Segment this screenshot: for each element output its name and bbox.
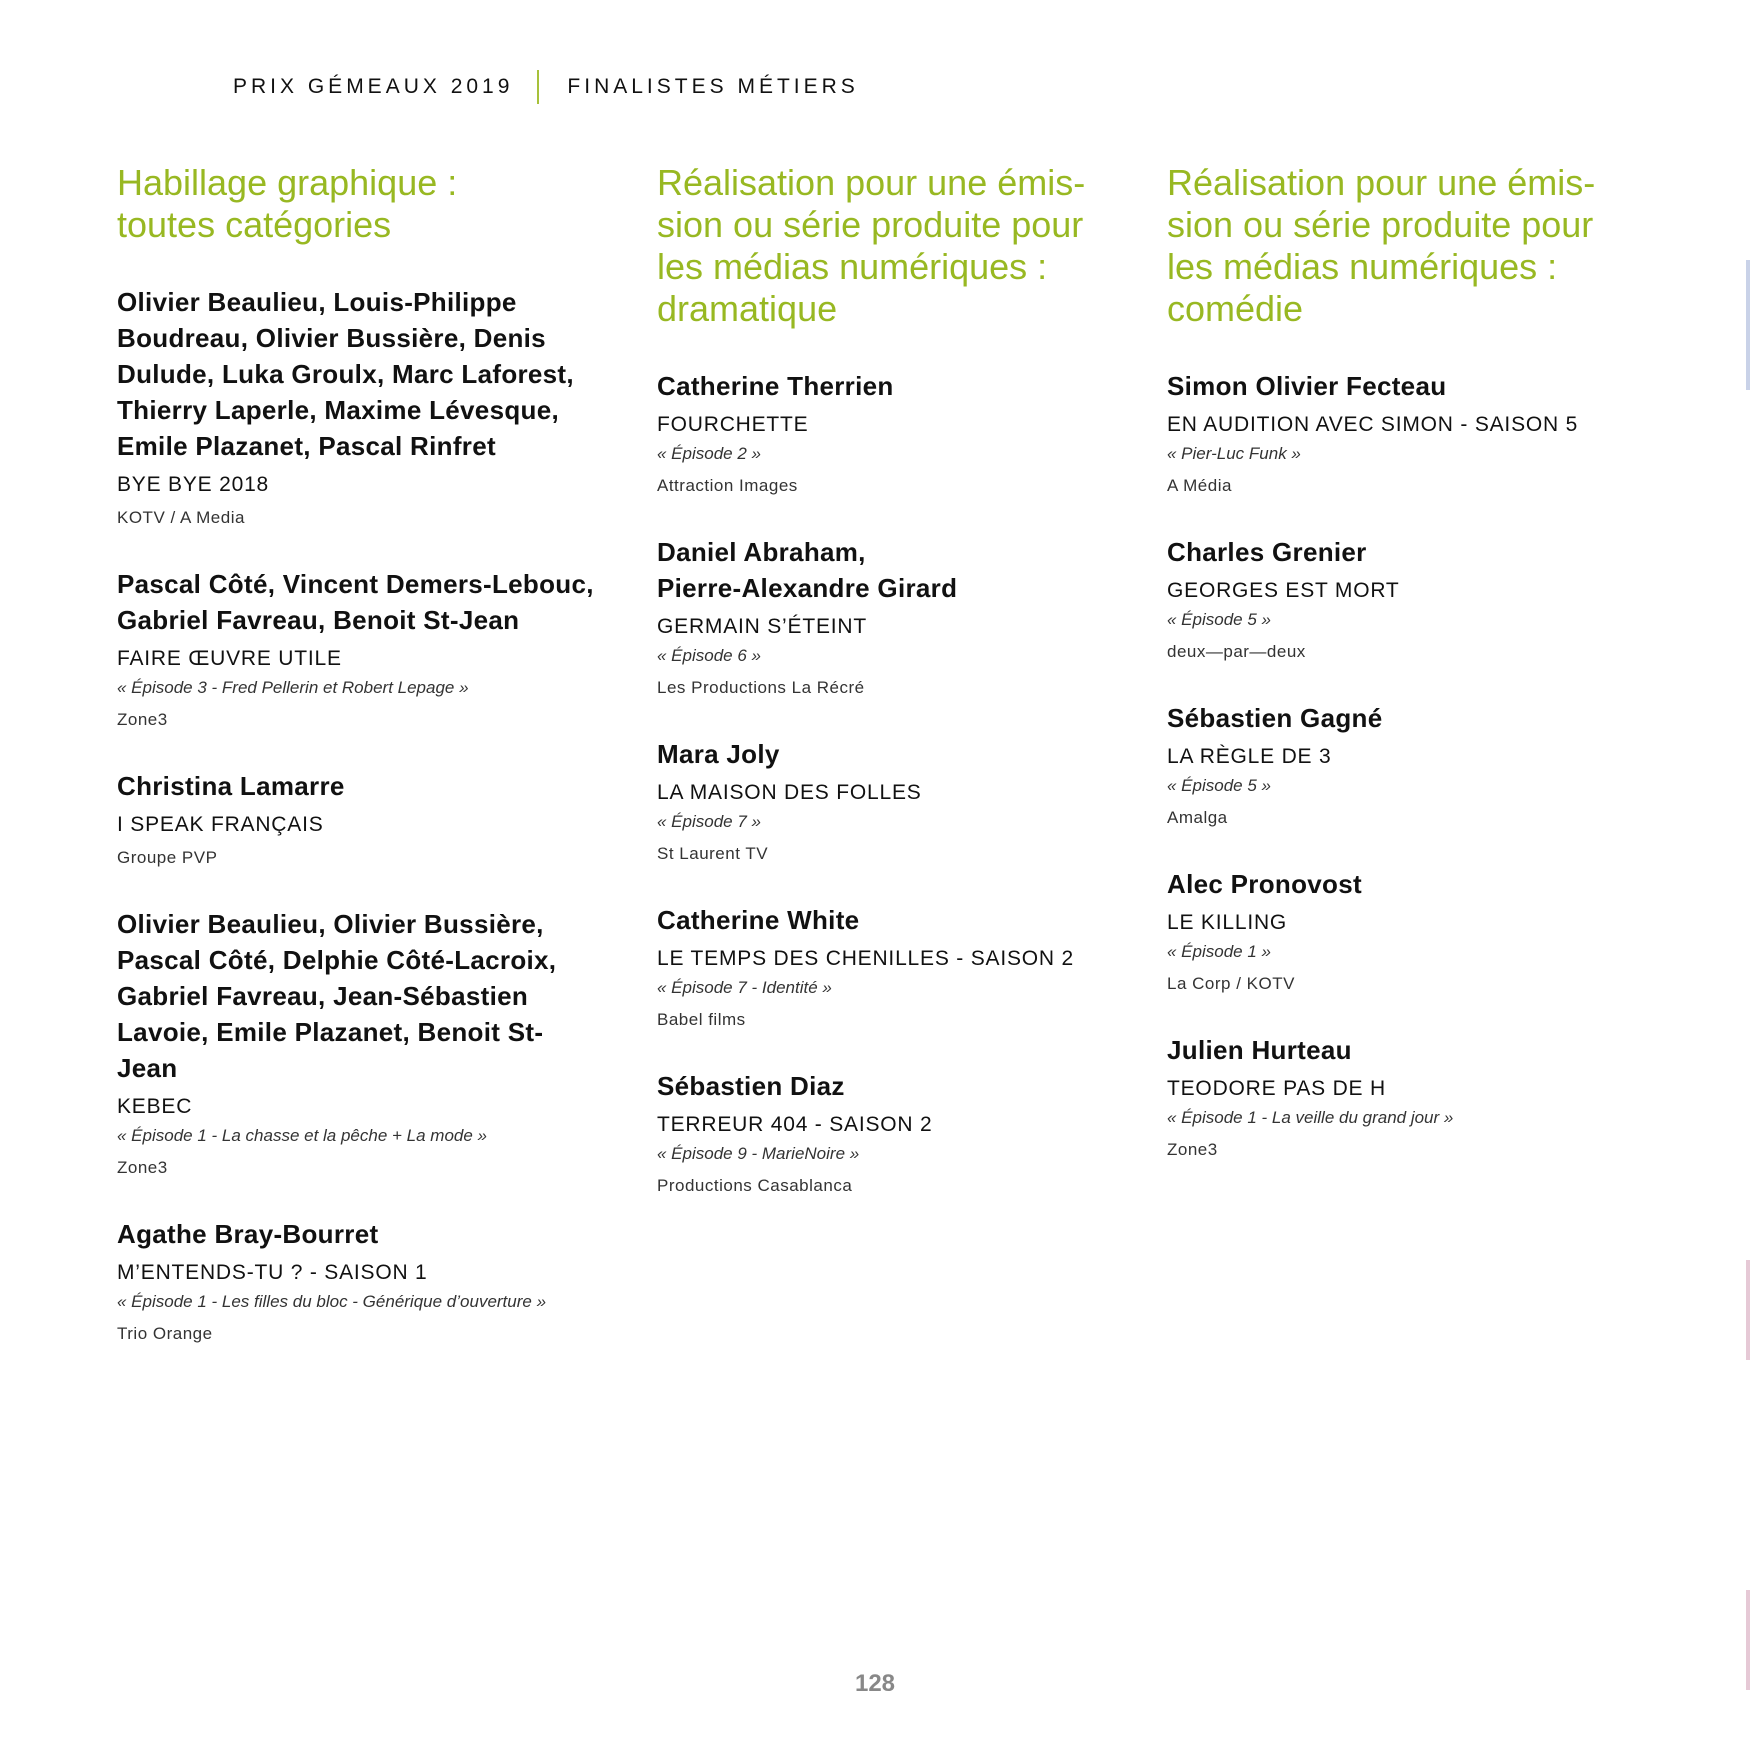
finalist-names: Olivier Beaulieu, Louis-Philippe Boudreau, Olivier Bussière, Denis Dulude, Luka Groulx, Marc Laforest, Thierry Laperle, Maxime Lévesque, Emile Plazanet, Pascal Rinfret xyxy=(117,287,574,461)
production-company: Zone3 xyxy=(1167,1140,1218,1159)
finalist-names: Pascal Côté, Vincent Demers-Lebouc, Gabriel Favreau, Benoit St-Jean xyxy=(117,569,594,635)
production-company: Attraction Images xyxy=(657,476,798,495)
show-title: FOURCHETTE xyxy=(657,413,809,436)
production-company: Zone3 xyxy=(117,1158,168,1177)
page-number: 128 xyxy=(854,1670,896,1697)
episode-title: « Pier-Luc Funk » xyxy=(1167,444,1301,463)
show-title: KEBEC xyxy=(117,1095,193,1118)
production-company: Groupe PVP xyxy=(117,848,218,867)
episode-title: « Épisode 1 - La veille du grand jour » xyxy=(1167,1108,1454,1127)
show-title: I SPEAK FRANÇAIS xyxy=(117,813,324,836)
production-company: Les Productions La Récré xyxy=(657,678,865,697)
episode-title: « Épisode 1 » xyxy=(1167,942,1271,961)
edge-color-mark xyxy=(1746,1260,1750,1360)
finalist-entry xyxy=(1167,866,1647,996)
show-title: M’ENTENDS-TU ? - SAISON 1 xyxy=(117,1261,428,1284)
production-company: Productions Casablanca xyxy=(657,1176,853,1195)
finalist-entry xyxy=(117,566,597,732)
production-company: La Corp / KOTV xyxy=(1167,974,1295,993)
finalist-entry xyxy=(117,1216,597,1346)
finalist-names: Sébastien Diaz xyxy=(657,1071,845,1101)
finalist-entry xyxy=(657,534,1137,700)
production-company: Zone3 xyxy=(117,710,168,729)
header-section: FINALISTES MÉTIERS xyxy=(567,75,859,98)
show-title: LE TEMPS DES CHENILLES - SAISON 2 xyxy=(657,947,1074,970)
production-company: Amalga xyxy=(1167,808,1228,827)
episode-title: « Épisode 9 - MarieNoire » xyxy=(657,1144,860,1163)
production-company: St Laurent TV xyxy=(657,844,769,863)
finalist-names: Julien Hurteau xyxy=(1167,1035,1352,1065)
show-title: GEORGES EST MORT xyxy=(1167,579,1400,602)
finalist-names: Catherine White xyxy=(657,905,860,935)
finalist-entry xyxy=(1167,368,1647,498)
finalist-entry xyxy=(117,768,597,870)
show-title: EN AUDITION AVEC SIMON - SAISON 5 xyxy=(1167,413,1579,436)
category-column xyxy=(117,162,597,1382)
finalist-names: Sébastien Gagné xyxy=(1167,703,1383,733)
finalist-names: Mara Joly xyxy=(657,739,780,769)
show-title: FAIRE ŒUVRE UTILE xyxy=(117,647,342,670)
episode-title: « Épisode 1 - Les filles du bloc - Générique d’ouverture » xyxy=(117,1292,547,1311)
finalist-names: Agathe Bray-Bourret xyxy=(117,1219,379,1249)
show-title: LA RÈGLE DE 3 xyxy=(1167,745,1332,768)
finalist-entry xyxy=(657,736,1137,866)
episode-title: « Épisode 7 - Identité » xyxy=(657,978,832,997)
episode-title: « Épisode 5 » xyxy=(1167,610,1271,629)
show-title: TERREUR 404 - SAISON 2 xyxy=(657,1113,933,1136)
finalist-entry xyxy=(1167,1032,1647,1162)
header-publication: PRIX GÉMEAUX 2019 xyxy=(233,75,514,98)
production-company: A Média xyxy=(1167,476,1232,495)
finalist-entry xyxy=(657,368,1137,498)
finalist-names: Simon Olivier Fecteau xyxy=(1167,371,1447,401)
episode-title: « Épisode 7 » xyxy=(657,812,761,831)
show-title: LE KILLING xyxy=(1167,911,1288,934)
category-title: Réalisation pour une émis- sion ou série produite pour les médias numériques : dramatique xyxy=(657,162,1086,329)
finalist-entry xyxy=(1167,700,1647,830)
finalist-names: Catherine Therrien xyxy=(657,371,894,401)
category-column xyxy=(657,162,1137,1234)
production-company: Trio Orange xyxy=(117,1324,213,1343)
finalist-names: Alec Pronovost xyxy=(1167,869,1362,899)
category-column xyxy=(1167,162,1647,1198)
episode-title: « Épisode 3 - Fred Pellerin et Robert Lepage » xyxy=(117,678,469,697)
finalist-names: Olivier Beaulieu, Olivier Bussière, Pascal Côté, Delphie Côté-Lacroix, Gabriel Favreau, Jean-Sébastien Lavoie, Emile Plazanet, Benoit St-Jean xyxy=(117,909,557,1083)
page-header xyxy=(233,70,859,104)
episode-title: « Épisode 2 » xyxy=(657,444,761,463)
header-divider xyxy=(537,70,539,104)
category-title: Habillage graphique : toutes catégories xyxy=(117,162,458,245)
category-title: Réalisation pour une émis- sion ou série produite pour les médias numériques : comédie xyxy=(1167,162,1596,329)
show-title: TEODORE PAS DE H xyxy=(1167,1077,1386,1100)
episode-title: « Épisode 5 » xyxy=(1167,776,1271,795)
production-company: deux—par—deux xyxy=(1167,642,1306,661)
finalist-entry xyxy=(657,902,1137,1032)
episode-title: « Épisode 6 » xyxy=(657,646,761,665)
finalist-entry xyxy=(117,906,597,1180)
finalist-entry xyxy=(657,1068,1137,1198)
episode-title: « Épisode 1 - La chasse et la pêche + La mode » xyxy=(117,1126,487,1145)
production-company: KOTV / A Media xyxy=(117,508,245,527)
finalist-entry xyxy=(1167,534,1647,664)
finalist-entry xyxy=(117,284,597,530)
finalist-names: Charles Grenier xyxy=(1167,537,1367,567)
finalist-names: Christina Lamarre xyxy=(117,771,345,801)
show-title: GERMAIN S’ÉTEINT xyxy=(657,615,867,638)
finalist-names: Daniel Abraham, Pierre-Alexandre Girard xyxy=(657,537,958,603)
edge-color-mark xyxy=(1746,260,1750,390)
edge-color-mark xyxy=(1746,1590,1750,1690)
show-title: LA MAISON DES FOLLES xyxy=(657,781,922,804)
production-company: Babel films xyxy=(657,1010,746,1029)
show-title: BYE BYE 2018 xyxy=(117,473,270,496)
